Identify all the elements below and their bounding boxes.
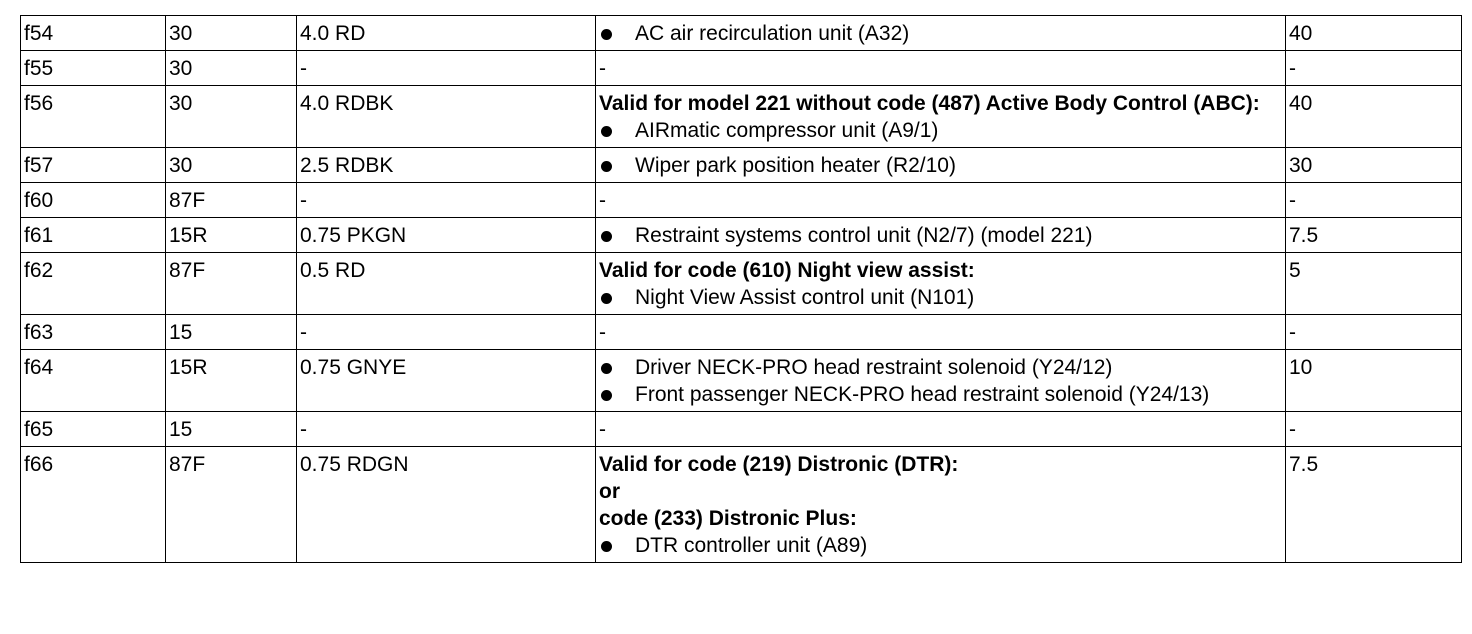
fuse-number: f63 <box>24 321 54 344</box>
amperage-value: - <box>1289 418 1296 441</box>
wire-cell <box>297 218 596 253</box>
fuse-number: f56 <box>24 92 54 115</box>
terminal-value: 30 <box>169 92 193 115</box>
fuse-number: f65 <box>24 418 54 441</box>
consumer-list-item <box>599 532 1279 559</box>
wire-cell <box>297 148 596 183</box>
consumer-empty-dash: - <box>599 321 606 344</box>
consumer-cell <box>596 86 1286 148</box>
fuse-number: f62 <box>24 259 54 282</box>
terminal-cell <box>166 350 297 412</box>
fuse-number-cell <box>21 412 166 447</box>
amperage-cell <box>1286 183 1462 218</box>
wire-value: 0.75 GNYE <box>300 356 407 379</box>
amperage-cell <box>1286 16 1462 51</box>
consumer-cell <box>596 183 1286 218</box>
amperage-value: 40 <box>1289 92 1313 115</box>
table-row-f62 <box>21 253 1462 315</box>
fuse-number-cell <box>21 183 166 218</box>
fuse-number-cell <box>21 86 166 148</box>
amperage-cell <box>1286 447 1462 563</box>
consumer-list-item <box>599 20 1279 47</box>
consumer-cell <box>596 447 1286 563</box>
wire-cell <box>297 86 596 148</box>
validity-condition: code (233) Distronic Plus: <box>599 507 857 530</box>
table-row-f55 <box>21 51 1462 86</box>
bullet-icon <box>599 354 635 381</box>
wire-cell <box>297 412 596 447</box>
wire-value: 0.5 RD <box>300 259 366 282</box>
terminal-value: 30 <box>169 22 193 45</box>
table-row-f64 <box>21 350 1462 412</box>
wire-value: 2.5 RDBK <box>300 154 394 177</box>
table-row-f66 <box>21 447 1462 563</box>
amperage-cell <box>1286 315 1462 350</box>
consumer-cell <box>596 148 1286 183</box>
wire-value: - <box>300 418 307 441</box>
validity-condition: or <box>599 480 620 503</box>
amperage-value: 30 <box>1289 154 1313 177</box>
bullet-icon <box>599 381 635 408</box>
consumer-empty-dash: - <box>599 57 606 80</box>
amperage-cell <box>1286 253 1462 315</box>
terminal-value: 87F <box>169 259 206 282</box>
wire-cell <box>297 350 596 412</box>
terminal-cell <box>166 183 297 218</box>
fuse-number-cell <box>21 51 166 86</box>
fuse-assignment-table <box>20 15 1462 563</box>
fuse-number-cell <box>21 315 166 350</box>
table-row-f61 <box>21 218 1462 253</box>
fuse-assignment-sheet <box>20 15 1462 563</box>
consumer-label: AIRmatic compressor unit (A9/1) <box>635 119 939 142</box>
table-row-f56 <box>21 86 1462 148</box>
table-row-f60 <box>21 183 1462 218</box>
terminal-cell <box>166 51 297 86</box>
consumer-cell <box>596 315 1286 350</box>
consumer-list-item <box>599 284 1279 311</box>
wire-value: 0.75 PKGN <box>300 224 407 247</box>
amperage-cell <box>1286 51 1462 86</box>
amperage-cell <box>1286 148 1462 183</box>
table-row-f63 <box>21 315 1462 350</box>
consumer-empty-dash: - <box>599 189 606 212</box>
consumer-label: DTR controller unit (A89) <box>635 534 868 557</box>
validity-condition: Valid for code (219) Distronic (DTR): <box>599 453 959 476</box>
terminal-cell <box>166 253 297 315</box>
wire-cell <box>297 51 596 86</box>
terminal-cell <box>166 86 297 148</box>
consumer-list-item <box>599 222 1279 249</box>
amperage-value: 7.5 <box>1289 224 1319 247</box>
fuse-number: f60 <box>24 189 54 212</box>
wire-cell <box>297 315 596 350</box>
fuse-number-cell <box>21 350 166 412</box>
wire-value: 4.0 RD <box>300 22 366 45</box>
fuse-number-cell <box>21 148 166 183</box>
terminal-cell <box>166 447 297 563</box>
fuse-number-cell <box>21 16 166 51</box>
consumer-list-item <box>599 381 1279 408</box>
wire-value: - <box>300 189 307 212</box>
consumer-label: Night View Assist control unit (N101) <box>635 286 975 309</box>
terminal-value: 87F <box>169 453 206 476</box>
terminal-value: 15R <box>169 224 208 247</box>
consumer-list-item <box>599 152 1279 179</box>
fuse-number-cell <box>21 253 166 315</box>
consumer-empty-dash: - <box>599 418 606 441</box>
amperage-cell <box>1286 350 1462 412</box>
bullet-icon <box>599 20 635 47</box>
amperage-value: - <box>1289 321 1296 344</box>
amperage-cell <box>1286 412 1462 447</box>
terminal-value: 15R <box>169 356 208 379</box>
amperage-value: 5 <box>1289 259 1301 282</box>
consumer-cell <box>596 253 1286 315</box>
fuse-number: f64 <box>24 356 54 379</box>
consumer-label: Driver NECK-PRO head restraint solenoid (Y24/12) <box>635 356 1113 379</box>
amperage-value: - <box>1289 189 1296 212</box>
validity-condition: Valid for code (610) Night view assist: <box>599 259 975 282</box>
table-row-f57 <box>21 148 1462 183</box>
fuse-number: f55 <box>24 57 54 80</box>
amperage-value: 10 <box>1289 356 1313 379</box>
amperage-cell <box>1286 218 1462 253</box>
fuse-table-body <box>21 16 1462 563</box>
terminal-value: 15 <box>169 418 193 441</box>
consumer-cell <box>596 350 1286 412</box>
fuse-number-cell <box>21 447 166 563</box>
table-row-f65 <box>21 412 1462 447</box>
terminal-cell <box>166 315 297 350</box>
bullet-icon <box>599 532 635 559</box>
consumer-cell <box>596 51 1286 86</box>
bullet-icon <box>599 117 635 144</box>
bullet-icon <box>599 152 635 179</box>
consumer-label: Wiper park position heater (R2/10) <box>635 154 956 177</box>
wire-cell <box>297 253 596 315</box>
table-row-f54 <box>21 16 1462 51</box>
fuse-number-cell <box>21 218 166 253</box>
wire-cell <box>297 183 596 218</box>
consumer-label: AC air recirculation unit (A32) <box>635 22 910 45</box>
consumer-label: Front passenger NECK-PRO head restraint solenoid (Y24/13) <box>635 383 1210 406</box>
amperage-value: 40 <box>1289 22 1313 45</box>
terminal-cell <box>166 16 297 51</box>
wire-cell <box>297 16 596 51</box>
bullet-icon <box>599 284 635 311</box>
validity-condition: Valid for model 221 without code (487) Active Body Control (ABC): <box>599 92 1260 115</box>
consumer-cell <box>596 16 1286 51</box>
wire-value: 0.75 RDGN <box>300 453 409 476</box>
terminal-value: 30 <box>169 57 193 80</box>
wire-cell <box>297 447 596 563</box>
terminal-cell <box>166 218 297 253</box>
terminal-value: 15 <box>169 321 193 344</box>
amperage-cell <box>1286 86 1462 148</box>
terminal-value: 87F <box>169 189 206 212</box>
terminal-cell <box>166 412 297 447</box>
amperage-value: - <box>1289 57 1296 80</box>
fuse-number: f61 <box>24 224 54 247</box>
consumer-cell <box>596 412 1286 447</box>
terminal-value: 30 <box>169 154 193 177</box>
wire-value: - <box>300 321 307 344</box>
consumer-label: Restraint systems control unit (N2/7) (model 221) <box>635 224 1093 247</box>
consumer-cell <box>596 218 1286 253</box>
fuse-number: f54 <box>24 22 54 45</box>
wire-value: 4.0 RDBK <box>300 92 394 115</box>
wire-value: - <box>300 57 307 80</box>
consumer-list-item <box>599 354 1279 381</box>
fuse-number: f57 <box>24 154 54 177</box>
terminal-cell <box>166 148 297 183</box>
consumer-list-item <box>599 117 1279 144</box>
fuse-number: f66 <box>24 453 54 476</box>
bullet-icon <box>599 222 635 249</box>
amperage-value: 7.5 <box>1289 453 1319 476</box>
